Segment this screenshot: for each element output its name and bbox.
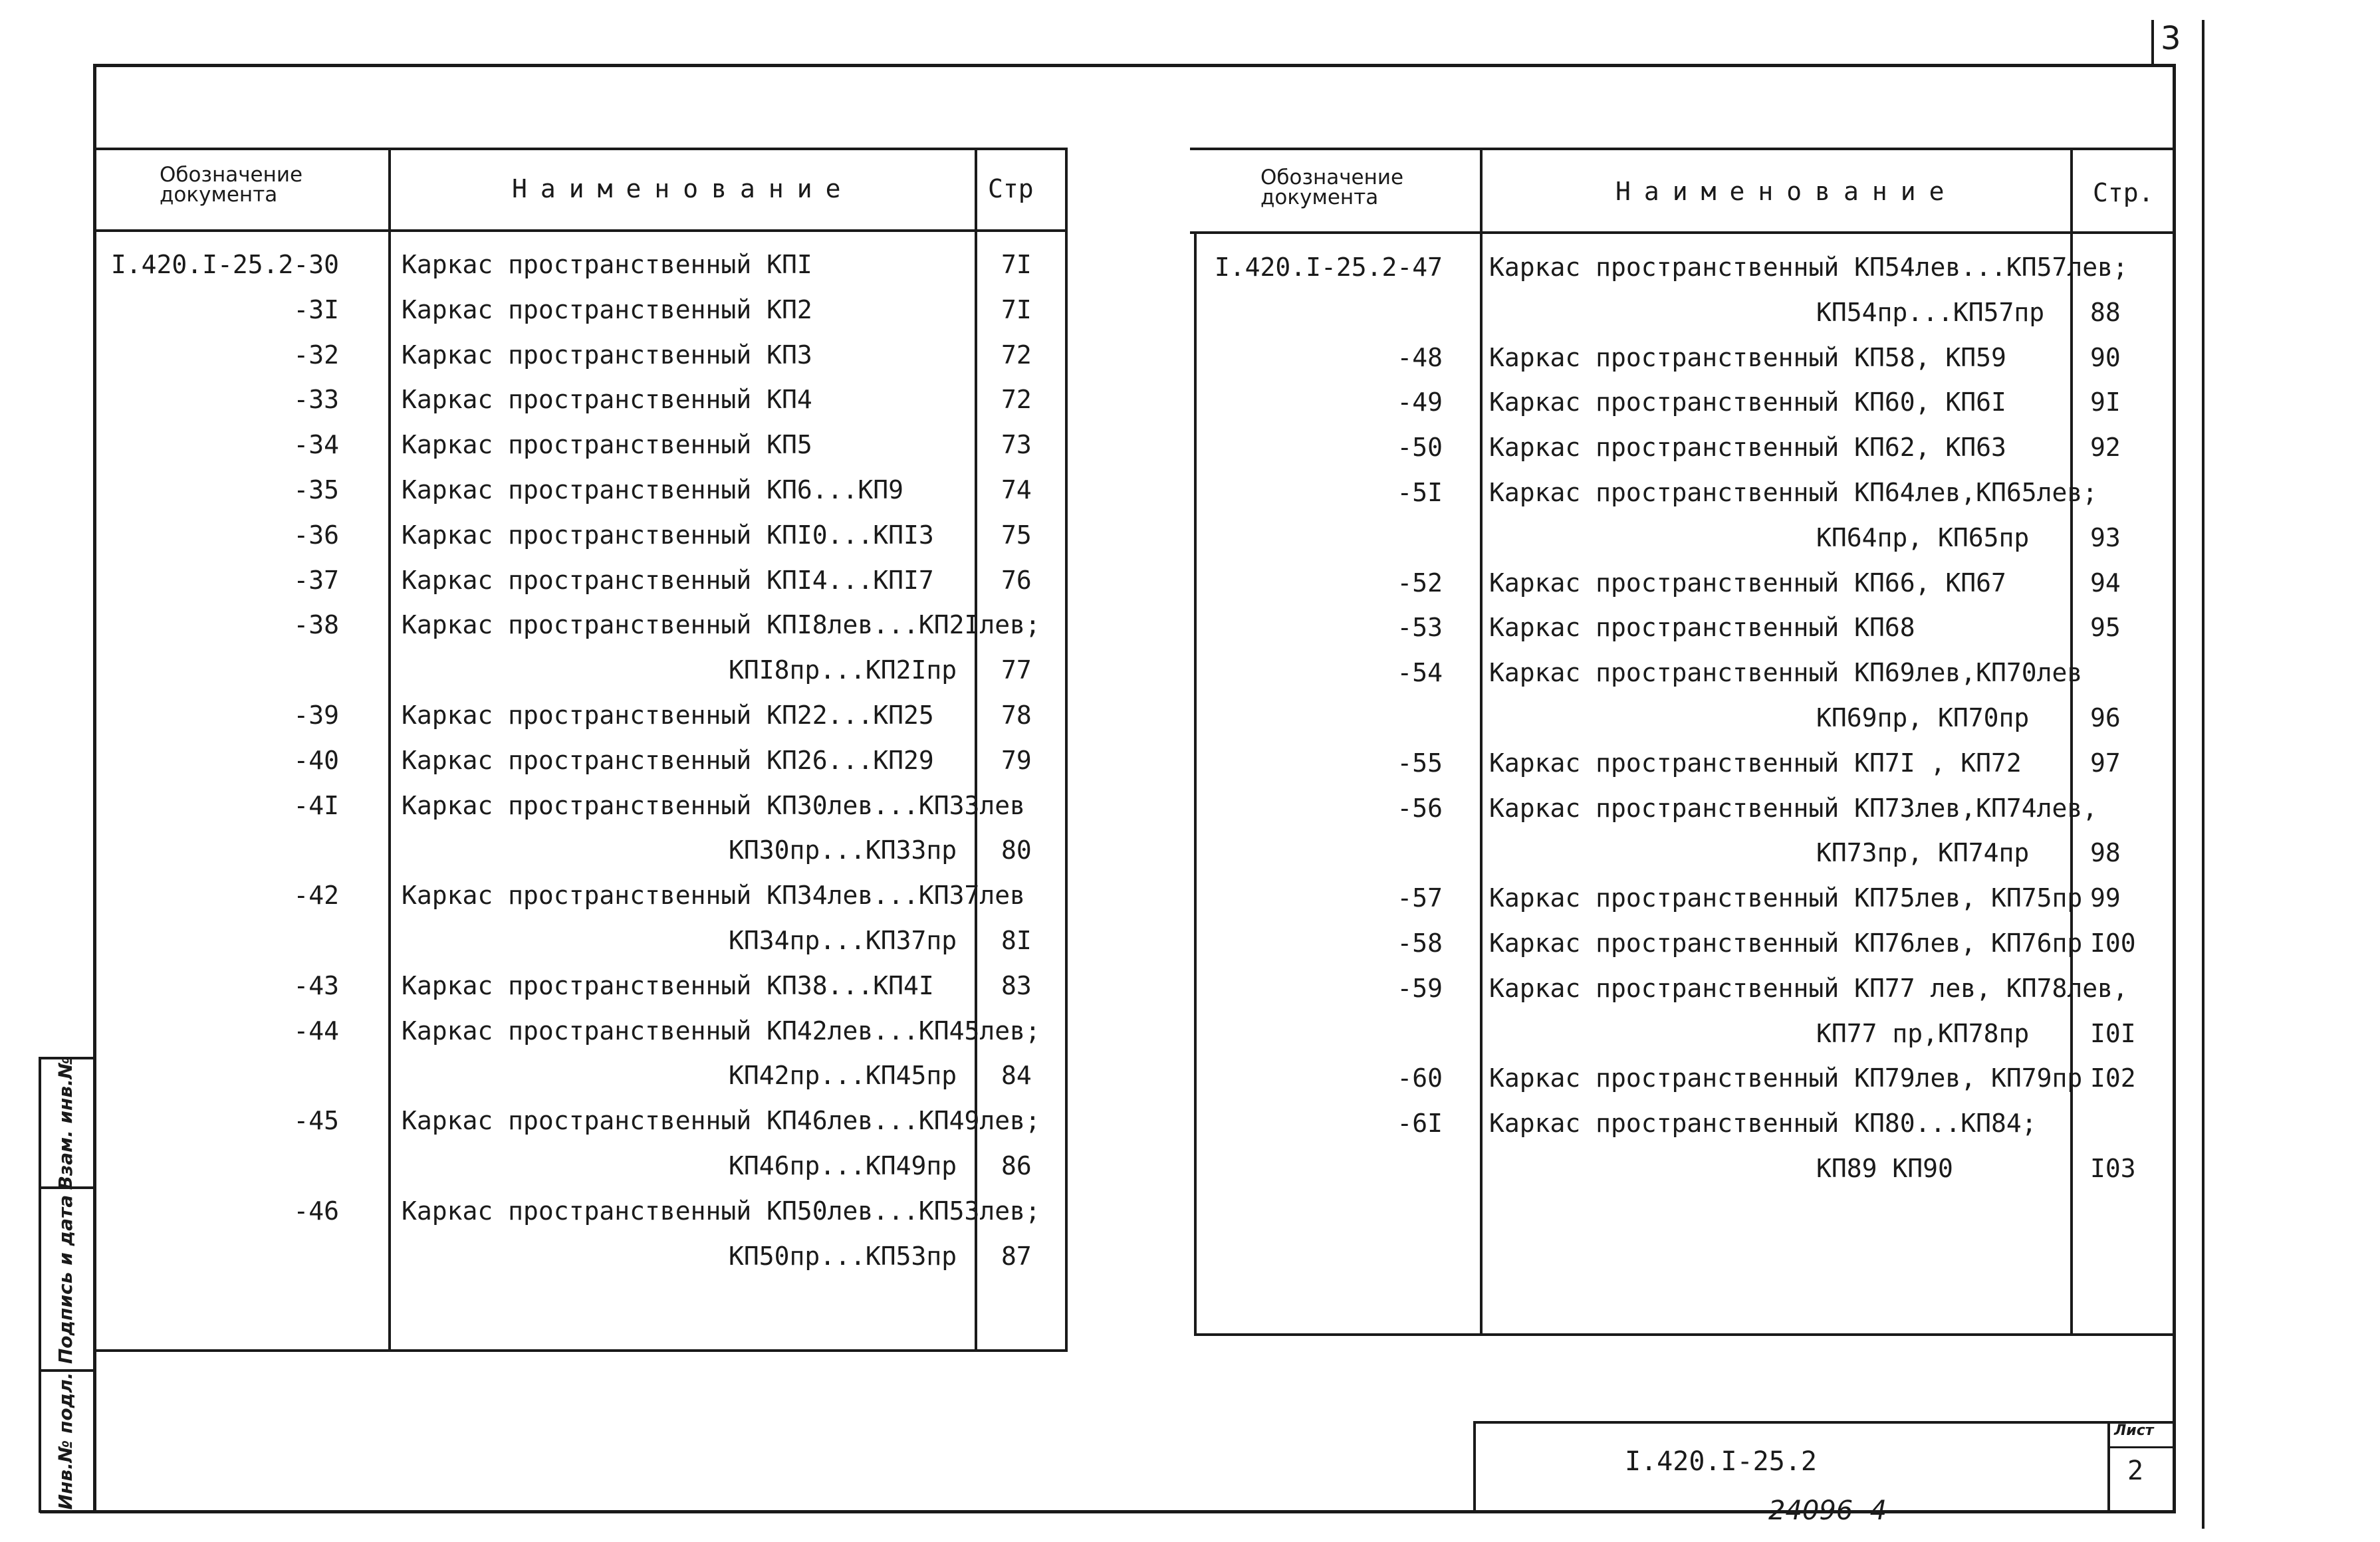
row-name: Каркас пространственный КП80...КП84;	[1489, 1109, 2037, 1139]
row-page: 72	[1001, 340, 1032, 370]
row-name: Каркас пространственный КП34лев...КП37лев	[402, 881, 1025, 911]
row-name-continuation: КП50пр...КП53пр	[729, 1241, 957, 1271]
row-page: 98	[2090, 838, 2121, 868]
row-doc-code: -53	[1397, 613, 1443, 643]
row-name: Каркас пространственный КП76лев, КП76пр	[1489, 929, 2083, 958]
table-row	[93, 873, 1064, 955]
row-page: 99	[2090, 883, 2121, 913]
row-page: 97	[2090, 748, 2121, 778]
table-row	[1197, 966, 2167, 1048]
row-doc-code: I.420.I-25.2-30	[110, 250, 339, 279]
row-doc-code: -48	[1397, 342, 1443, 372]
row-name: Каркас пространственный КП62, КП63	[1489, 433, 2006, 463]
row-doc-code: -58	[1397, 929, 1443, 958]
row-doc-code: -38	[293, 610, 339, 640]
row-doc-code: -3I	[293, 294, 339, 324]
row-doc-code: -52	[1397, 568, 1443, 598]
row-name-continuation: КП42пр...КП45пр	[729, 1061, 957, 1091]
row-page: 94	[2090, 568, 2121, 598]
stamp-label-exchange: Взам. инв.№	[55, 1056, 76, 1190]
row-page: 86	[1001, 1151, 1032, 1180]
table-row	[93, 963, 1064, 1008]
row-doc-code: I.420.I-25.2-47	[1214, 253, 1443, 282]
table-row	[1197, 740, 2167, 786]
row-name-continuation: КП46пр...КП49пр	[729, 1151, 957, 1180]
row-name-continuation: КП54пр...КП57пр	[1816, 297, 2045, 327]
row-name: Каркас пространственный КП73лев,КП74лев,	[1489, 793, 2098, 823]
row-doc-code: -45	[293, 1106, 339, 1136]
right-header-page: Стр.	[2093, 178, 2154, 207]
frame-top-line	[93, 64, 2174, 67]
row-name: Каркас пространственный КП79лев, КП79пр	[1489, 1063, 2083, 1093]
table-row	[1197, 921, 2167, 966]
archive-number: 24096 4	[1768, 1495, 1887, 1526]
row-name: Каркас пространственный КПI0...КПI3	[402, 520, 934, 550]
table-row	[93, 332, 1064, 378]
table-row	[93, 287, 1064, 332]
right-header-doc: Обозначение документа	[1260, 165, 1404, 209]
table-row	[93, 512, 1064, 558]
corner-box-left	[2151, 20, 2154, 64]
row-page: 80	[1001, 835, 1032, 865]
row-page: 79	[1001, 745, 1032, 775]
table-row	[1197, 875, 2167, 921]
right-table-bottom	[1194, 1333, 2173, 1336]
row-page: 72	[1001, 385, 1032, 415]
row-doc-code: -36	[293, 520, 339, 550]
row-page: 8I	[1001, 925, 1032, 955]
row-page: 73	[1001, 430, 1032, 460]
row-doc-code: -60	[1397, 1063, 1443, 1093]
row-name: Каркас пространственный КПI8лев...КП2Iлев;	[402, 610, 1040, 640]
row-page: 87	[1001, 1241, 1032, 1271]
row-page: I00	[2090, 929, 2136, 958]
frame-right-line	[2173, 64, 2176, 1513]
row-name: Каркас пространственный КП7I , КП72	[1489, 748, 2022, 778]
table-row	[1197, 425, 2167, 470]
row-name-continuation: КПI8пр...КП2Iпр	[729, 655, 957, 685]
table-row	[1197, 1101, 2167, 1183]
row-doc-code: -40	[293, 745, 339, 775]
table-row	[1197, 560, 2167, 606]
row-name: Каркас пространственный КП54лев...КП57лев;	[1489, 253, 2128, 282]
stamp-left-line	[39, 1057, 41, 1513]
titleblock-sheet-number: 2	[2127, 1456, 2144, 1486]
row-doc-code: -32	[293, 340, 339, 370]
row-doc-code: -42	[293, 881, 339, 911]
table-row	[1197, 335, 2167, 380]
row-name: Каркас пространственный КП3	[402, 340, 812, 370]
row-doc-code: -34	[293, 430, 339, 460]
stamp-label-signature: Подпись и дата	[55, 1194, 76, 1365]
row-doc-code: -5I	[1397, 478, 1443, 507]
row-doc-code: -54	[1397, 658, 1443, 688]
row-name-continuation: КП77 пр,КП78пр	[1816, 1018, 2030, 1048]
row-doc-code: -35	[293, 475, 339, 504]
titleblock-sheet-label: Лист	[2114, 1422, 2154, 1439]
right-table-header-bottom	[1190, 231, 2173, 234]
row-page: 92	[2090, 433, 2121, 463]
row-page: 77	[1001, 655, 1032, 685]
row-name: Каркас пространственный КП4	[402, 385, 812, 415]
row-page: 96	[2090, 703, 2121, 732]
row-name: Каркас пространственный КП69лев,КП70лев	[1489, 658, 2083, 688]
row-name-continuation: КП73пр, КП74пр	[1816, 838, 2030, 868]
row-page: I03	[2090, 1153, 2136, 1183]
table-row	[1197, 380, 2167, 425]
row-doc-code: -55	[1397, 748, 1443, 778]
row-doc-code: -6I	[1397, 1109, 1443, 1139]
row-page: 95	[2090, 613, 2121, 643]
left-header-name: Наименование	[512, 174, 854, 203]
row-page: 75	[1001, 520, 1032, 550]
row-doc-code: -44	[293, 1016, 339, 1046]
row-name: Каркас пространственный КП68	[1489, 613, 1915, 643]
right-header-name: Наименование	[1615, 177, 1958, 206]
table-row	[93, 422, 1064, 467]
left-table-bottom	[93, 1349, 1068, 1352]
row-doc-code: -39	[293, 701, 339, 730]
row-page: 83	[1001, 970, 1032, 1000]
row-name: Каркас пространственный КПI4...КПI7	[402, 565, 934, 595]
outer-right-line	[2202, 20, 2204, 1529]
row-name: Каркас пространственный КП66, КП67	[1489, 568, 2006, 598]
row-name: Каркас пространственный КП6...КП9	[402, 475, 903, 504]
row-page: 9I	[2090, 387, 2121, 417]
left-table-header-bottom	[93, 229, 1068, 232]
table-row	[93, 738, 1064, 783]
titleblock-sheet-line	[2107, 1446, 2173, 1448]
row-name: Каркас пространственный КП60, КП6I	[1489, 387, 2006, 417]
row-doc-code: -46	[293, 1196, 339, 1226]
row-doc-code: -57	[1397, 883, 1443, 913]
row-name: Каркас пространственный КП2	[402, 294, 812, 324]
row-name: Каркас пространственный КП5	[402, 430, 812, 460]
table-row	[93, 693, 1064, 738]
row-name: Каркас пространственный КП42лев...КП45лев;	[402, 1016, 1040, 1046]
table-row	[1197, 786, 2167, 868]
row-name: Каркас пространственный КП64лев,КП65лев;	[1489, 478, 2098, 507]
row-doc-code: -59	[1397, 973, 1443, 1003]
row-name: Каркас пространственный КП30лев...КП33лев	[402, 790, 1025, 820]
row-name: Каркас пространственный КП22...КП25	[402, 701, 934, 730]
row-name-continuation: КП30пр...КП33пр	[729, 835, 957, 865]
stamp-label-inventory: Инв.№ подл.	[55, 1372, 76, 1510]
table-row	[1197, 245, 2167, 327]
row-page: 93	[2090, 522, 2121, 552]
row-name: Каркас пространственный КП50лев...КП53лев;	[402, 1196, 1040, 1226]
table-row	[93, 558, 1064, 603]
left-header-page: Стр	[988, 174, 1034, 203]
table-row	[93, 377, 1064, 422]
table-row	[93, 1098, 1064, 1180]
row-page: 74	[1001, 475, 1032, 504]
row-name-continuation: КП89 КП90	[1816, 1153, 1953, 1183]
table-row	[93, 467, 1064, 512]
row-page: 7I	[1001, 294, 1032, 324]
left-table-top	[93, 148, 1068, 150]
row-doc-code: -37	[293, 565, 339, 595]
row-name-continuation: КП64пр, КП65пр	[1816, 522, 2030, 552]
row-page: I0I	[2090, 1018, 2136, 1048]
titleblock-doc-code: I.420.I-25.2	[1625, 1446, 1817, 1477]
row-name: Каркас пространственный КП77 лев, КП78лев,	[1489, 973, 2128, 1003]
row-name: Каркас пространственный КП38...КП4I	[402, 970, 934, 1000]
row-name-continuation: КП34пр...КП37пр	[729, 925, 957, 955]
table-row	[93, 242, 1064, 287]
titleblock-left	[1473, 1421, 1476, 1513]
row-name: Каркас пространственный КП46лев...КП49лев;	[402, 1106, 1040, 1136]
row-name: Каркас пространственный КП26...КП29	[402, 745, 934, 775]
table-row	[93, 1188, 1064, 1271]
row-name: Каркас пространственный КП75лев, КП75пр	[1489, 883, 2083, 913]
row-name-continuation: КП69пр, КП70пр	[1816, 703, 2030, 732]
table-row	[1197, 1055, 2167, 1101]
table-row	[1197, 605, 2167, 650]
table-row	[93, 1008, 1064, 1091]
row-page: 78	[1001, 701, 1032, 730]
table-row	[1197, 470, 2167, 552]
right-table-top	[1190, 148, 2173, 150]
row-doc-code: -4I	[293, 790, 339, 820]
row-page: 90	[2090, 342, 2121, 372]
row-doc-code: -50	[1397, 433, 1443, 463]
corner-number: 3	[2161, 20, 2181, 57]
titleblock-top	[1473, 1421, 2173, 1424]
left-header-doc: Обозначение документа	[160, 163, 303, 207]
row-page: 88	[2090, 297, 2121, 327]
row-doc-code: -49	[1397, 387, 1443, 417]
row-page: 76	[1001, 565, 1032, 595]
table-row	[93, 783, 1064, 865]
left-table-right	[1065, 148, 1068, 1352]
row-page: I02	[2090, 1063, 2136, 1093]
row-name: Каркас пространственный КП58, КП59	[1489, 342, 2006, 372]
row-doc-code: -33	[293, 385, 339, 415]
row-doc-code: -56	[1397, 793, 1443, 823]
row-page: 7I	[1001, 250, 1032, 279]
row-page: 84	[1001, 1061, 1032, 1091]
row-doc-code: -43	[293, 970, 339, 1000]
table-row	[93, 602, 1064, 685]
row-name: Каркас пространственный КПI	[402, 250, 812, 279]
table-row	[1197, 650, 2167, 732]
titleblock-sheet-divider	[2107, 1421, 2110, 1513]
